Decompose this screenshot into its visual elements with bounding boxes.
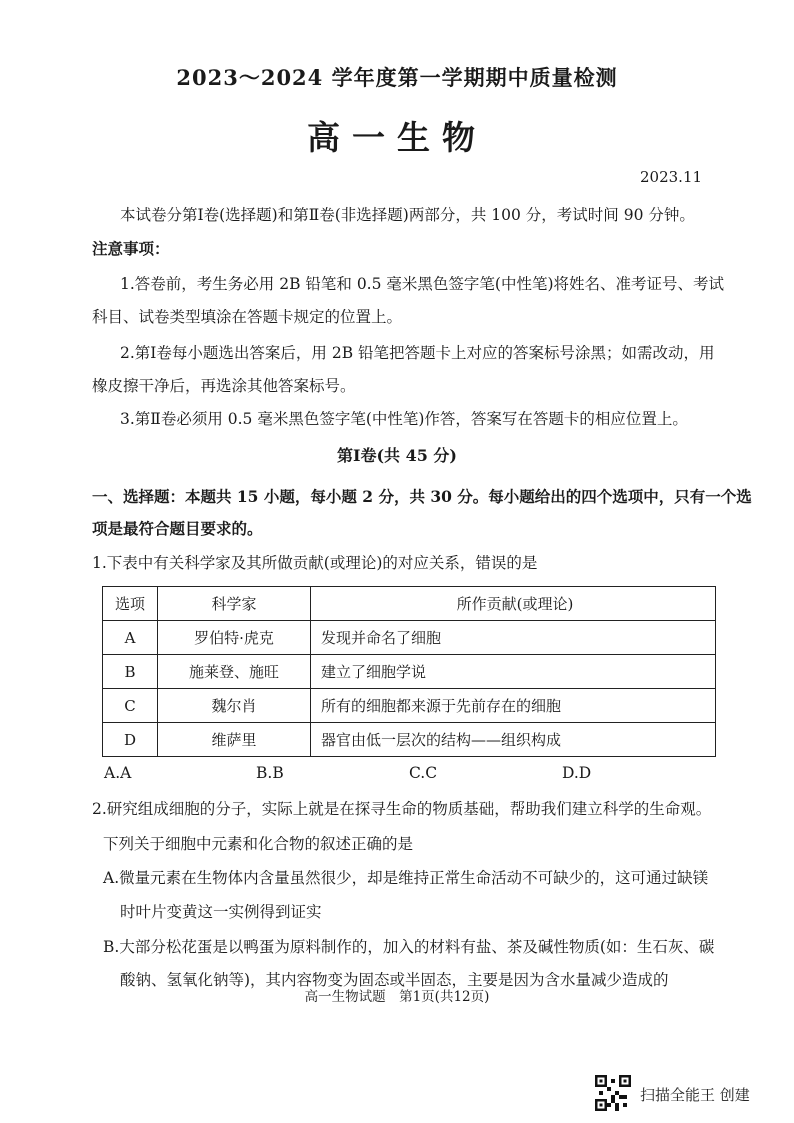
question-1-stem: 1.下表中有关科学家及其所做贡献(或理论)的对应关系，错误的是 — [92, 554, 538, 572]
table-cell-option: C — [103, 689, 158, 723]
notice-item-2-line-2: 橡皮擦干净后，再选涂其他答案标号。 — [92, 377, 356, 395]
table-row — [103, 689, 716, 723]
section-1-instruction-line-2: 项是最符合题目要求的。 — [92, 519, 263, 538]
question-1-choice-a: A.A — [104, 764, 132, 782]
qr-code-icon — [595, 1075, 631, 1111]
notice-item-3: 3.第Ⅱ卷必须用 0.5 毫米黑色签字笔(中性笔)作答，答案写在答题卡的相应位置上。 — [120, 410, 688, 428]
notice-item-1-line-2: 科目、试卷类型填涂在答题卡规定的位置上。 — [92, 308, 403, 326]
exam-title: 2023～2024 学年度第一学期期中质量检测 — [176, 65, 618, 90]
table-cell-option: D — [103, 723, 158, 757]
table-cell-contribution: 发现并命名了细胞 — [311, 621, 716, 655]
page-footer: 高一生物试题 第1页(共12页) — [304, 989, 490, 1005]
table-row — [103, 723, 716, 757]
question-2-option-a-line-2: 时叶片变黄这一实例得到证实 — [120, 903, 322, 921]
notice-item-1-line-1: 1.答卷前，考生务必用 2B 铅笔和 0.5 毫米黑色签字笔(中性笔)将姓名、准考证号、考试 — [120, 275, 724, 293]
question-2-option-b-line-2: 酸钠、氢氧化钠等)，其内容物变为固态或半固态，主要是因为含水量减少造成的 — [120, 971, 669, 989]
question-2-stem-line-2: 下列关于细胞中元素和化合物的叙述正确的是 — [103, 835, 414, 853]
section-1-instruction-line-1: 一、选择题：本题共 15 小题，每小题 2 分，共 30 分。每小题给出的四个选项中，只有一个选 — [92, 487, 752, 506]
question-2-option-a-line-1: A.微量元素在生物体内含量虽然很少，却是维持正常生命活动不可缺少的，这可通过缺镁 — [103, 869, 709, 887]
intro-text: 本试卷分第Ⅰ卷(选择题)和第Ⅱ卷(非选择题)两部分，共 100 分，考试时间 90 分钟。 — [120, 206, 695, 224]
table-cell-scientist: 魏尔肖 — [158, 689, 311, 723]
question-1-choice-c: C.C — [409, 764, 438, 782]
table-cell-contribution: 建立了细胞学说 — [311, 655, 716, 689]
table-cell-option: A — [103, 621, 158, 655]
table-header-option: 选项 — [103, 587, 158, 621]
exam-date: 2023.11 — [640, 168, 703, 186]
question-2-stem-line-1: 2.研究组成细胞的分子，实际上就是在探寻生命的物质基础，帮助我们建立科学的生命观。 — [92, 800, 712, 818]
table-cell-contribution: 所有的细胞都来源于先前存在的细胞 — [311, 689, 716, 723]
notice-title: 注意事项： — [92, 239, 170, 258]
section-1-title: 第Ⅰ卷(共 45 分) — [336, 446, 458, 465]
table-header-scientist: 科学家 — [158, 587, 311, 621]
notice-item-2-line-1: 2.第Ⅰ卷每小题选出答案后，用 2B 铅笔把答题卡上对应的答案标号涂黑；如需改动，用 — [120, 344, 715, 362]
subject-title: 高一生物 — [307, 118, 487, 157]
table-cell-scientist: 罗伯特·虎克 — [158, 621, 311, 655]
table-header-contribution: 所作贡献(或理论) — [311, 587, 716, 621]
table-cell-option: B — [103, 655, 158, 689]
table-header-row — [103, 587, 716, 621]
table-cell-scientist: 施莱登、施旺 — [158, 655, 311, 689]
question-1-choice-d: D.D — [562, 764, 592, 782]
scanner-watermark: 扫描全能王 创建 — [640, 1086, 750, 1104]
table-cell-contribution: 器官由低一层次的结构——组织构成 — [311, 723, 716, 757]
table-row — [103, 621, 716, 655]
table-row — [103, 655, 716, 689]
question-2-option-b-line-1: B.大部分松花蛋是以鸭蛋为原料制作的，加入的材料有盐、茶及碱性物质(如：生石灰、碳 — [103, 938, 715, 956]
table-cell-scientist: 维萨里 — [158, 723, 311, 757]
question-1-choice-b: B.B — [256, 764, 284, 782]
question-1-table — [102, 586, 716, 757]
